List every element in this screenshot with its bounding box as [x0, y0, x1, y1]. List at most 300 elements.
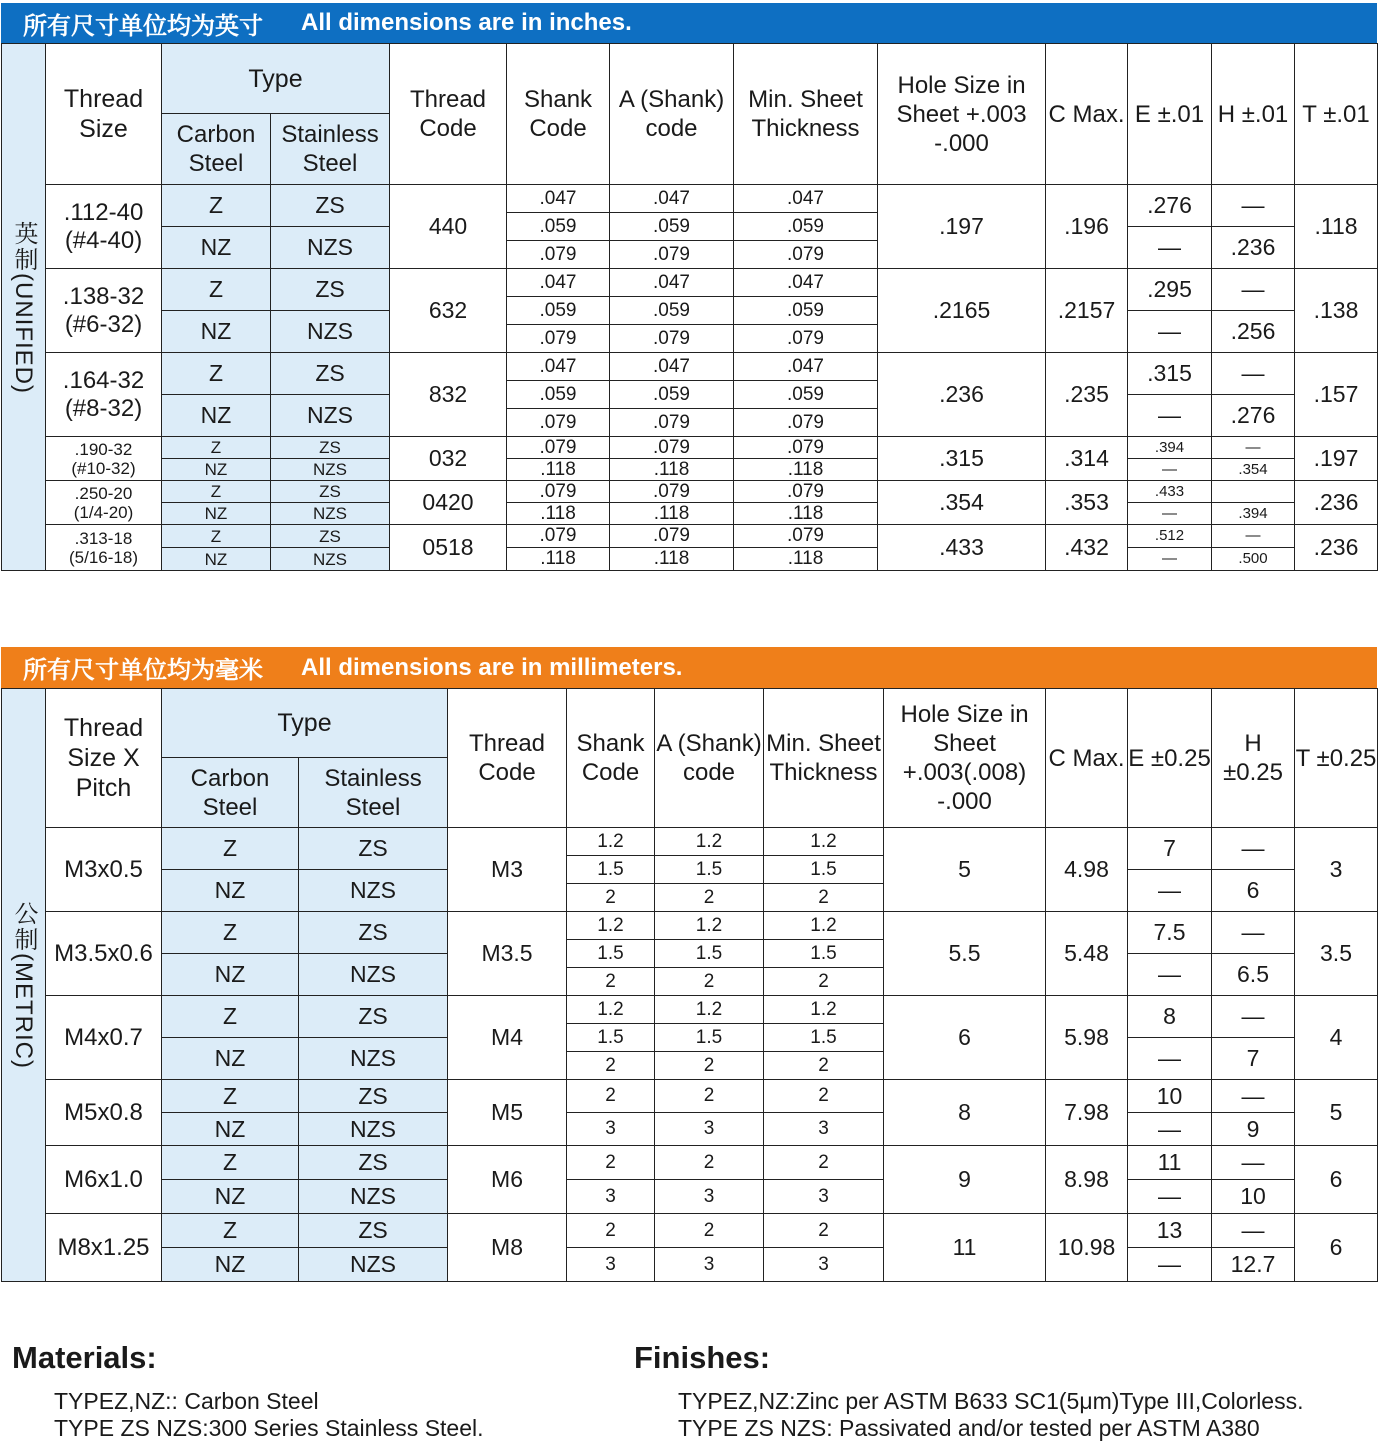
header-a: A (Shank) code: [655, 689, 764, 828]
a-code-cell: 1.2: [655, 996, 764, 1024]
c-max-cell: .2157: [1046, 269, 1128, 353]
stainless-type-cell: NZS: [299, 1038, 448, 1080]
e-value-cell: —: [1128, 395, 1212, 437]
min-sheet-cell: 1.5: [764, 1024, 884, 1052]
thread-size-cell: [46, 353, 162, 437]
thread-code-cell: M3.5: [448, 912, 567, 996]
table-row: [2, 1214, 1378, 1248]
stainless-type-cell: NZS: [299, 1180, 448, 1214]
min-sheet-cell: 1.2: [764, 996, 884, 1024]
min-sheet-cell: .118: [734, 503, 878, 525]
h-value-cell: —: [1212, 185, 1295, 227]
shank-code-cell: 2: [567, 968, 655, 996]
table-row: [2, 525, 1378, 548]
e-value-cell: .394: [1128, 437, 1212, 459]
t-value-cell: 5: [1295, 1080, 1378, 1146]
h-value-cell: [1212, 481, 1295, 503]
metric-banner-en: All dimensions are in millimeters.: [301, 653, 683, 681]
a-code-cell: .118: [610, 503, 734, 525]
a-code-cell: .047: [610, 185, 734, 213]
h-value-cell: .354: [1212, 459, 1295, 481]
shank-code-cell: .047: [507, 353, 610, 381]
thread-size-cell: [46, 269, 162, 353]
finishes-line-1: TYPEZ,NZ:Zinc per ASTM B633 SC1(5μm)Type III,Colorless.: [678, 1388, 1304, 1414]
stainless-type-cell: NZS: [271, 395, 390, 437]
hole-size-cell: .354: [878, 481, 1046, 525]
table-row: [2, 912, 1378, 926]
shank-code-cell: 3: [567, 1180, 655, 1214]
metric-banner-cn: 所有尺寸单位均为毫米: [23, 657, 263, 684]
h-value-cell: 6.5: [1212, 954, 1295, 996]
a-code-cell: 3: [655, 1180, 764, 1214]
carbon-type-cell: NZ: [162, 459, 271, 481]
e-value-cell: 11: [1128, 1146, 1212, 1180]
shank-code-cell: .079: [507, 409, 610, 437]
a-code-cell: .118: [610, 459, 734, 481]
stainless-type-cell: ZS: [299, 828, 448, 870]
carbon-type-cell: NZ: [162, 311, 271, 353]
a-code-cell: .059: [610, 297, 734, 325]
stainless-type-cell: ZS: [271, 353, 390, 395]
materials-line-2: TYPE ZS NZS:300 Series Stainless Steel.: [54, 1415, 484, 1441]
h-value-cell: 9: [1212, 1113, 1295, 1146]
header-type: Type: [162, 689, 448, 758]
hole-size-cell: .2165: [878, 269, 1046, 353]
shank-code-cell: .079: [507, 437, 610, 459]
min-sheet-cell: .079: [734, 525, 878, 548]
table-row: [2, 481, 1378, 503]
e-value-cell: .315: [1128, 353, 1212, 395]
t-value-cell: 6: [1295, 1214, 1378, 1282]
c-max-cell: .314: [1046, 437, 1128, 481]
thread-size-alt: (#8-32): [64, 394, 143, 422]
shank-code-cell: .047: [507, 269, 610, 297]
h-value-cell: —: [1212, 1214, 1295, 1248]
thread-code-cell: M6: [448, 1146, 567, 1214]
stainless-type-cell: ZS: [299, 1146, 448, 1180]
shank-code-cell: .118: [507, 548, 610, 571]
shank-code-cell: 2: [567, 1080, 655, 1113]
header-e: E ±0.25: [1128, 689, 1212, 828]
thread-size-cell: [46, 437, 162, 481]
h-value-cell: —: [1212, 269, 1295, 311]
h-value-cell: 10: [1212, 1180, 1295, 1214]
h-value-cell: 12.7: [1212, 1248, 1295, 1282]
a-code-cell: .059: [610, 381, 734, 409]
e-value-cell: —: [1128, 1180, 1212, 1214]
table-row: [2, 353, 1378, 367]
shank-code-cell: 1.2: [567, 828, 655, 856]
a-code-cell: .079: [610, 409, 734, 437]
a-code-cell: 1.2: [655, 828, 764, 856]
header-h: H ±0.25: [1212, 689, 1295, 828]
shank-code-cell: 2: [567, 1052, 655, 1080]
e-value-cell: —: [1128, 548, 1212, 571]
h-value-cell: —: [1212, 912, 1295, 954]
header-h: H ±.01: [1212, 44, 1295, 185]
header-e: E ±.01: [1128, 44, 1212, 185]
carbon-type-cell: NZ: [162, 395, 271, 437]
a-code-cell: .079: [610, 325, 734, 353]
hole-size-cell: 6: [884, 996, 1046, 1080]
header-c: C Max.: [1046, 44, 1128, 185]
h-value-cell: —: [1212, 353, 1295, 395]
table-row: [2, 459, 1378, 481]
thread-size-alt: (5/16-18): [69, 547, 138, 567]
inch-banner: [1, 3, 1377, 43]
thread-size-value: .313-18: [74, 528, 133, 548]
finishes-line-2: TYPE ZS NZS: Passivated and/or tested per ASTM A380: [678, 1415, 1260, 1441]
carbon-type-cell: NZ: [162, 503, 271, 525]
inch-side-en: (UNIFIED): [10, 272, 37, 394]
min-sheet-cell: .059: [734, 381, 878, 409]
metric-side-en: (METRIC): [10, 953, 37, 1069]
min-sheet-cell: .079: [734, 241, 878, 269]
a-code-cell: 3: [655, 1113, 764, 1146]
h-value-cell: —: [1212, 828, 1295, 870]
stainless-type-cell: ZS: [299, 1214, 448, 1248]
thread-code-cell: M5: [448, 1080, 567, 1146]
thread-size-value: .138-32: [62, 282, 145, 310]
shank-code-cell: 3: [567, 1113, 655, 1146]
e-value-cell: 8: [1128, 996, 1212, 1038]
min-sheet-cell: .079: [734, 409, 878, 437]
min-sheet-cell: .059: [734, 297, 878, 325]
c-max-cell: 7.98: [1046, 1080, 1128, 1146]
table-row: [2, 1080, 1378, 1113]
stainless-type-cell: NZS: [271, 503, 390, 525]
carbon-type-cell: Z: [162, 481, 271, 503]
metric-side-cn: 公制: [10, 901, 37, 953]
e-value-cell: .276: [1128, 185, 1212, 227]
thread-size-cell: [46, 185, 162, 269]
inch-spec-table: [1, 43, 1378, 571]
stainless-type-cell: ZS: [271, 525, 390, 548]
carbon-type-cell: NZ: [162, 548, 271, 571]
c-max-cell: .235: [1046, 353, 1128, 437]
header-stainless-steel: Stainless Steel: [271, 114, 390, 185]
min-sheet-cell: .047: [734, 185, 878, 213]
metric-side-label: [2, 689, 46, 1282]
shank-code-cell: .079: [507, 325, 610, 353]
thread-size-alt: (#4-40): [64, 226, 143, 254]
header-shank-code: Shank Code: [567, 689, 655, 828]
e-value-cell: .512: [1128, 525, 1212, 548]
a-code-cell: 2: [655, 884, 764, 912]
header-thread-code: Thread Code: [448, 689, 567, 828]
a-code-cell: .059: [610, 213, 734, 241]
metric-spec-table: [1, 688, 1378, 1282]
carbon-type-cell: Z: [162, 912, 299, 954]
carbon-type-cell: NZ: [162, 227, 271, 269]
min-sheet-cell: 1.5: [764, 940, 884, 968]
a-code-cell: .047: [610, 269, 734, 297]
a-code-cell: 2: [655, 1214, 764, 1248]
hole-size-cell: .236: [878, 353, 1046, 437]
header-thread-size-pitch: Thread Size X Pitch: [46, 689, 162, 828]
stainless-type-cell: NZS: [299, 1248, 448, 1282]
header-min-sheet: Min. Sheet Thickness: [764, 689, 884, 828]
table-row: [2, 503, 1378, 525]
h-value-cell: —: [1212, 437, 1295, 459]
min-sheet-cell: 2: [764, 1214, 884, 1248]
a-code-cell: .079: [610, 241, 734, 269]
a-code-cell: .079: [610, 525, 734, 548]
header-a: A (Shank) code: [610, 44, 734, 185]
header-t: T ±.01: [1295, 44, 1378, 185]
h-value-cell: .256: [1212, 311, 1295, 353]
c-max-cell: 5.48: [1046, 912, 1128, 996]
min-sheet-cell: 2: [764, 968, 884, 996]
thread-code-cell: 0518: [390, 525, 507, 571]
h-value-cell: .276: [1212, 395, 1295, 437]
c-max-cell: .432: [1046, 525, 1128, 571]
shank-code-cell: .079: [507, 525, 610, 548]
header-stainless-steel: Stainless Steel: [299, 758, 448, 828]
c-max-cell: 10.98: [1046, 1214, 1128, 1282]
hole-size-cell: 11: [884, 1214, 1046, 1282]
thread-code-cell: M4: [448, 996, 567, 1080]
min-sheet-cell: 2: [764, 1052, 884, 1080]
carbon-type-cell: NZ: [162, 1180, 299, 1214]
t-value-cell: .236: [1295, 525, 1378, 571]
shank-code-cell: .047: [507, 185, 610, 213]
header-carbon-steel: Carbon Steel: [162, 114, 271, 185]
e-value-cell: —: [1128, 1038, 1212, 1080]
carbon-type-cell: Z: [162, 1214, 299, 1248]
min-sheet-cell: 1.2: [764, 912, 884, 940]
inch-banner-cn: 所有尺寸单位均为英寸: [23, 12, 263, 40]
stainless-type-cell: NZS: [299, 1113, 448, 1146]
stainless-type-cell: NZS: [299, 954, 448, 996]
min-sheet-cell: .118: [734, 548, 878, 571]
e-value-cell: 7: [1128, 828, 1212, 870]
stainless-type-cell: NZS: [271, 459, 390, 481]
e-value-cell: 13: [1128, 1214, 1212, 1248]
h-value-cell: —: [1212, 1146, 1295, 1180]
carbon-type-cell: NZ: [162, 870, 299, 912]
table-row: [2, 185, 1378, 199]
h-value-cell: 6: [1212, 870, 1295, 912]
e-value-cell: —: [1128, 311, 1212, 353]
thread-size-value: .250-20: [74, 483, 133, 503]
thread-size-alt: (1/4-20): [73, 502, 134, 522]
min-sheet-cell: 2: [764, 1146, 884, 1180]
thread-size-value: .164-32: [62, 366, 145, 394]
thread-code-cell: 440: [390, 185, 507, 269]
h-value-cell: .394: [1212, 503, 1295, 525]
shank-code-cell: 3: [567, 1248, 655, 1282]
thread-size-cell: [46, 525, 162, 571]
table-row: [2, 1113, 1378, 1146]
carbon-type-cell: Z: [162, 1080, 299, 1113]
e-value-cell: —: [1128, 1248, 1212, 1282]
header-hole-size: Hole Size in Sheet +.003 -.000: [878, 44, 1046, 185]
header-min-sheet: Min. Sheet Thickness: [734, 44, 878, 185]
shank-code-cell: 2: [567, 884, 655, 912]
carbon-type-cell: NZ: [162, 1248, 299, 1282]
e-value-cell: —: [1128, 503, 1212, 525]
table-row: [2, 1146, 1378, 1180]
a-code-cell: 1.5: [655, 1024, 764, 1052]
a-code-cell: .079: [610, 437, 734, 459]
c-max-cell: .196: [1046, 185, 1128, 269]
min-sheet-cell: .079: [734, 325, 878, 353]
carbon-type-cell: NZ: [162, 1113, 299, 1146]
carbon-type-cell: Z: [162, 437, 271, 459]
table-row: [2, 1248, 1378, 1282]
h-value-cell: —: [1212, 1080, 1295, 1113]
metric-banner: [1, 647, 1377, 688]
shank-code-cell: .118: [507, 503, 610, 525]
carbon-type-cell: NZ: [162, 1038, 299, 1080]
carbon-type-cell: Z: [162, 1146, 299, 1180]
carbon-type-cell: Z: [162, 269, 271, 311]
carbon-type-cell: Z: [162, 353, 271, 395]
min-sheet-cell: 3: [764, 1248, 884, 1282]
header-shank-code: Shank Code: [507, 44, 610, 185]
thread-size-cell: M8x1.25: [46, 1214, 162, 1282]
thread-size-cell: M3x0.5: [46, 828, 162, 912]
h-value-cell: —: [1212, 996, 1295, 1038]
a-code-cell: 2: [655, 1146, 764, 1180]
shank-code-cell: .079: [507, 481, 610, 503]
carbon-type-cell: Z: [162, 996, 299, 1038]
a-code-cell: 1.2: [655, 912, 764, 940]
carbon-type-cell: Z: [162, 185, 271, 227]
thread-code-cell: M3: [448, 828, 567, 912]
stainless-type-cell: NZS: [271, 548, 390, 571]
header-t: T ±0.25: [1295, 689, 1378, 828]
min-sheet-cell: 3: [764, 1113, 884, 1146]
a-code-cell: .079: [610, 481, 734, 503]
min-sheet-cell: 2: [764, 1080, 884, 1113]
stainless-type-cell: ZS: [299, 996, 448, 1038]
c-max-cell: 4.98: [1046, 828, 1128, 912]
table-row: [2, 269, 1378, 283]
e-value-cell: —: [1128, 954, 1212, 996]
shank-code-cell: 1.2: [567, 996, 655, 1024]
thread-code-cell: 0420: [390, 481, 507, 525]
e-value-cell: 7.5: [1128, 912, 1212, 954]
shank-code-cell: .059: [507, 297, 610, 325]
shank-code-cell: .118: [507, 459, 610, 481]
table-row: [2, 828, 1378, 842]
t-value-cell: .157: [1295, 353, 1378, 437]
inch-side-label: [2, 44, 46, 571]
min-sheet-cell: 3: [764, 1180, 884, 1214]
stainless-type-cell: ZS: [271, 481, 390, 503]
stainless-type-cell: ZS: [299, 1080, 448, 1113]
min-sheet-cell: 1.2: [764, 828, 884, 856]
min-sheet-cell: .047: [734, 269, 878, 297]
stainless-type-cell: ZS: [271, 185, 390, 227]
header-thread-code: Thread Code: [390, 44, 507, 185]
table-row: [2, 996, 1378, 1010]
carbon-type-cell: Z: [162, 828, 299, 870]
header-c: C Max.: [1046, 689, 1128, 828]
t-value-cell: .197: [1295, 437, 1378, 481]
hole-size-cell: 9: [884, 1146, 1046, 1214]
hole-size-cell: 8: [884, 1080, 1046, 1146]
e-value-cell: —: [1128, 459, 1212, 481]
a-code-cell: 1.5: [655, 856, 764, 884]
t-value-cell: .236: [1295, 481, 1378, 525]
stainless-type-cell: NZS: [299, 870, 448, 912]
a-code-cell: 2: [655, 1052, 764, 1080]
thread-size-cell: M4x0.7: [46, 996, 162, 1080]
carbon-type-cell: Z: [162, 525, 271, 548]
shank-code-cell: .059: [507, 213, 610, 241]
table-row: [2, 548, 1378, 571]
carbon-type-cell: NZ: [162, 954, 299, 996]
shank-code-cell: .079: [507, 241, 610, 269]
shank-code-cell: 1.2: [567, 912, 655, 940]
thread-size-value: .190-32: [74, 439, 133, 459]
e-value-cell: .433: [1128, 481, 1212, 503]
thread-size-cell: M5x0.8: [46, 1080, 162, 1146]
h-value-cell: —: [1212, 525, 1295, 548]
min-sheet-cell: .059: [734, 213, 878, 241]
hole-size-cell: .433: [878, 525, 1046, 571]
materials-title: Materials:: [12, 1340, 157, 1375]
shank-code-cell: 1.5: [567, 940, 655, 968]
e-value-cell: .295: [1128, 269, 1212, 311]
t-value-cell: .118: [1295, 185, 1378, 269]
thread-size-value: .112-40: [63, 198, 144, 226]
shank-code-cell: 2: [567, 1214, 655, 1248]
inch-side-cn: 英制: [10, 220, 37, 273]
thread-code-cell: 032: [390, 437, 507, 481]
t-value-cell: .138: [1295, 269, 1378, 353]
materials-line-1: TYPEZ,NZ:: Carbon Steel: [54, 1388, 319, 1414]
thread-code-cell: M8: [448, 1214, 567, 1282]
a-code-cell: 2: [655, 1080, 764, 1113]
min-sheet-cell: 2: [764, 884, 884, 912]
shank-code-cell: 1.5: [567, 856, 655, 884]
thread-code-cell: 632: [390, 269, 507, 353]
a-code-cell: .118: [610, 548, 734, 571]
table-row: [2, 1180, 1378, 1214]
header-thread-size: Thread Size: [46, 44, 162, 185]
thread-size-alt: (#6-32): [64, 310, 143, 338]
min-sheet-cell: .079: [734, 437, 878, 459]
min-sheet-cell: .047: [734, 353, 878, 381]
thread-size-cell: [46, 481, 162, 525]
thread-size-cell: M3.5x0.6: [46, 912, 162, 996]
finishes-title: Finishes:: [634, 1340, 771, 1375]
thread-size-alt: (#10-32): [71, 458, 136, 478]
t-value-cell: 4: [1295, 996, 1378, 1080]
e-value-cell: 10: [1128, 1080, 1212, 1113]
hole-size-cell: .315: [878, 437, 1046, 481]
t-value-cell: 3: [1295, 828, 1378, 912]
stainless-type-cell: ZS: [271, 437, 390, 459]
thread-size-cell: M6x1.0: [46, 1146, 162, 1214]
hole-size-cell: 5.5: [884, 912, 1046, 996]
t-value-cell: 6: [1295, 1146, 1378, 1214]
h-value-cell: .236: [1212, 227, 1295, 269]
c-max-cell: 8.98: [1046, 1146, 1128, 1214]
header-hole-size: Hole Size in Sheet +.003(.008) -.000: [884, 689, 1046, 828]
e-value-cell: —: [1128, 227, 1212, 269]
e-value-cell: —: [1128, 870, 1212, 912]
a-code-cell: .047: [610, 353, 734, 381]
shank-code-cell: 2: [567, 1146, 655, 1180]
header-type: Type: [162, 44, 390, 114]
shank-code-cell: 1.5: [567, 1024, 655, 1052]
a-code-cell: 1.5: [655, 940, 764, 968]
